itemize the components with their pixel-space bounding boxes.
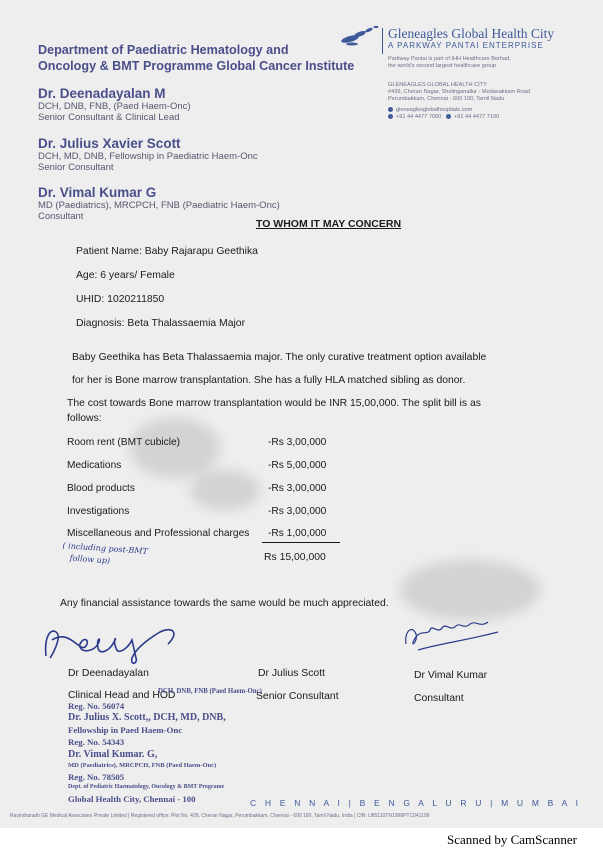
cost-total: Rs 15,00,000 [264, 552, 326, 563]
signatory-name: Dr Julius Scott [258, 668, 325, 679]
signature-vimal-kumar [398, 614, 508, 656]
patient-diagnosis: Diagnosis: Beta Thalassaemia Major [76, 318, 246, 329]
cost-row [67, 460, 367, 471]
stamp-line: Global Health City, Chennai - 100 [68, 794, 196, 804]
hospital-tagline: A PARKWAY PANTAI ENTERPRISE [388, 41, 544, 50]
cost-amount: -Rs 3,00,000 [268, 506, 327, 517]
doctor-block-2: Dr. Julius Xavier Scott DCH, MD, DNB, Fellowship in Paediatric Haem-Onc Senior Consultant [38, 136, 258, 173]
cost-amount: -Rs 1,00,000 [268, 528, 327, 539]
cost-item: Blood products [67, 483, 135, 494]
stamp-line: DCH, DNB, FNB (Paed Haem-Onc) [158, 688, 262, 695]
globe-icon [388, 107, 393, 112]
footer-cities: C H E N N A I | B E N G A L U R U | M U M B A I [250, 798, 582, 808]
signatory-name: Dr Vimal Kumar [414, 670, 488, 681]
stamp-line: MD (Paediatrics), MRCPCH, FNB (Paed Haem-Onc) [68, 762, 217, 769]
cost-row [67, 437, 367, 448]
hospital-logo-icon [338, 24, 382, 46]
stamp-line: Fellowship in Paed Haem-Onc [68, 725, 183, 735]
stamp-line: Reg. No. 54343 [68, 737, 125, 747]
cost-item: Medications [67, 460, 122, 471]
total-rule [262, 542, 340, 543]
cost-amount: -Rs 3,00,000 [268, 483, 327, 494]
letter-title: TO WHOM IT MAY CONCERN [256, 218, 402, 230]
cost-amount: -Rs 5,00,000 [268, 460, 327, 471]
cost-row [67, 528, 367, 539]
patient-name: Patient Name: Baby Rajarapu Geethika [76, 246, 258, 257]
paragraph-line: The cost towards Bone marrow transplantation would be INR 15,00,000. The split bill is as [67, 398, 481, 409]
signatory-title: Consultant [414, 693, 464, 704]
cost-row [67, 506, 367, 517]
cost-amount: -Rs 3,00,000 [268, 437, 327, 448]
footer-fine-print: Ravindranath GE Medical Associates Private Limited | Registered office: Plot No. 439, Cheran Nagar, Perumbakkam, Chennai - 600 100, Tamil Nadu, India | CIN: U85110TN1998PTC041106 [10, 813, 430, 819]
stamp-line: Dr. Julius X. Scott,, DCH, MD, DNB, [68, 712, 226, 723]
doctor-block-3: Dr. Vimal Kumar G MD (Paediatrics), MRCPCH, FNB (Paediatric Haem-Onc) Consultant [38, 185, 280, 222]
closing-line: Any financial assistance towards the same would be much appreciated. [60, 598, 389, 609]
doctor-name: Dr. Vimal Kumar G [38, 185, 157, 200]
hospital-address: GLENEAGLES GLOBAL HEALTH CITY #439, Cheran Nagar, Sholinganallur - Medavakkam Road Perumbakkam, Chennai - 600 100, Tamil Nadu [388, 82, 531, 102]
cost-item: Miscellaneous and Professional charges [67, 528, 250, 539]
signatory-title: Senior Consultant [256, 691, 339, 702]
signatory-name: Dr Deenadayalan [68, 668, 149, 679]
doctor-name: Dr. Julius Xavier Scott [38, 136, 181, 151]
hospital-phone-2: +91 44 4477 7100 [453, 114, 500, 120]
cost-row [67, 483, 367, 494]
cost-item: Investigations [67, 506, 130, 517]
stamp-line: Dr. Vimal Kumar. G, [68, 749, 158, 760]
hospital-parent-info: Parkway Pantai is part of IHH Healthcare Berhad, the world's second largest healthcare group [388, 56, 511, 69]
patient-uhid: UHID: 1020211850 [76, 294, 165, 305]
stamp-line: Reg. No. 78505 [68, 772, 125, 782]
cost-item: Room rent (BMT cubicle) [67, 437, 181, 448]
logo-divider [382, 28, 383, 54]
signature-deenadayalan [40, 618, 190, 668]
paragraph-line: for her is Bone marrow transplantation. She has a fully HLA matched sibling as donor. [72, 375, 466, 386]
phone-icon [388, 114, 393, 119]
hospital-contact [388, 107, 499, 121]
paragraph-line: Baby Geethika has Beta Thalassaemia major. The only curative treatment option available [72, 352, 487, 363]
signatory-title: Clinical Head and HOD [68, 690, 176, 701]
paragraph-line: follows: [67, 413, 102, 424]
stamp-line: Reg. No. 56074 [68, 701, 125, 711]
patient-age: Age: 6 years/ Female [76, 270, 175, 281]
doctor-name: Dr. Deenadayalan M [38, 86, 166, 101]
hospital-name: Gleneagles Global Health City [388, 26, 555, 41]
hospital-website[interactable]: gleneaglesglobalhospitals.com [396, 107, 473, 113]
stamp-line: Dept. of Pediatric Haematology, Oncology & BMT Programe [68, 784, 225, 790]
doctor-block-1: Dr. Deenadayalan M DCH, DNB, FNB, (Paed Haem-Onc) Senior Consultant & Clinical Lead [38, 86, 191, 123]
scanner-watermark: Scanned by CamScanner [447, 832, 577, 847]
hospital-phone-1: +91 44 4477 7000 [396, 114, 442, 120]
department-heading: Department of Paediatric Hematology and Oncology & BMT Programme Global Cancer Institute [38, 43, 355, 73]
phone-icon [446, 114, 451, 119]
handwritten-note: ( including post-BMT follow up) [62, 541, 149, 566]
